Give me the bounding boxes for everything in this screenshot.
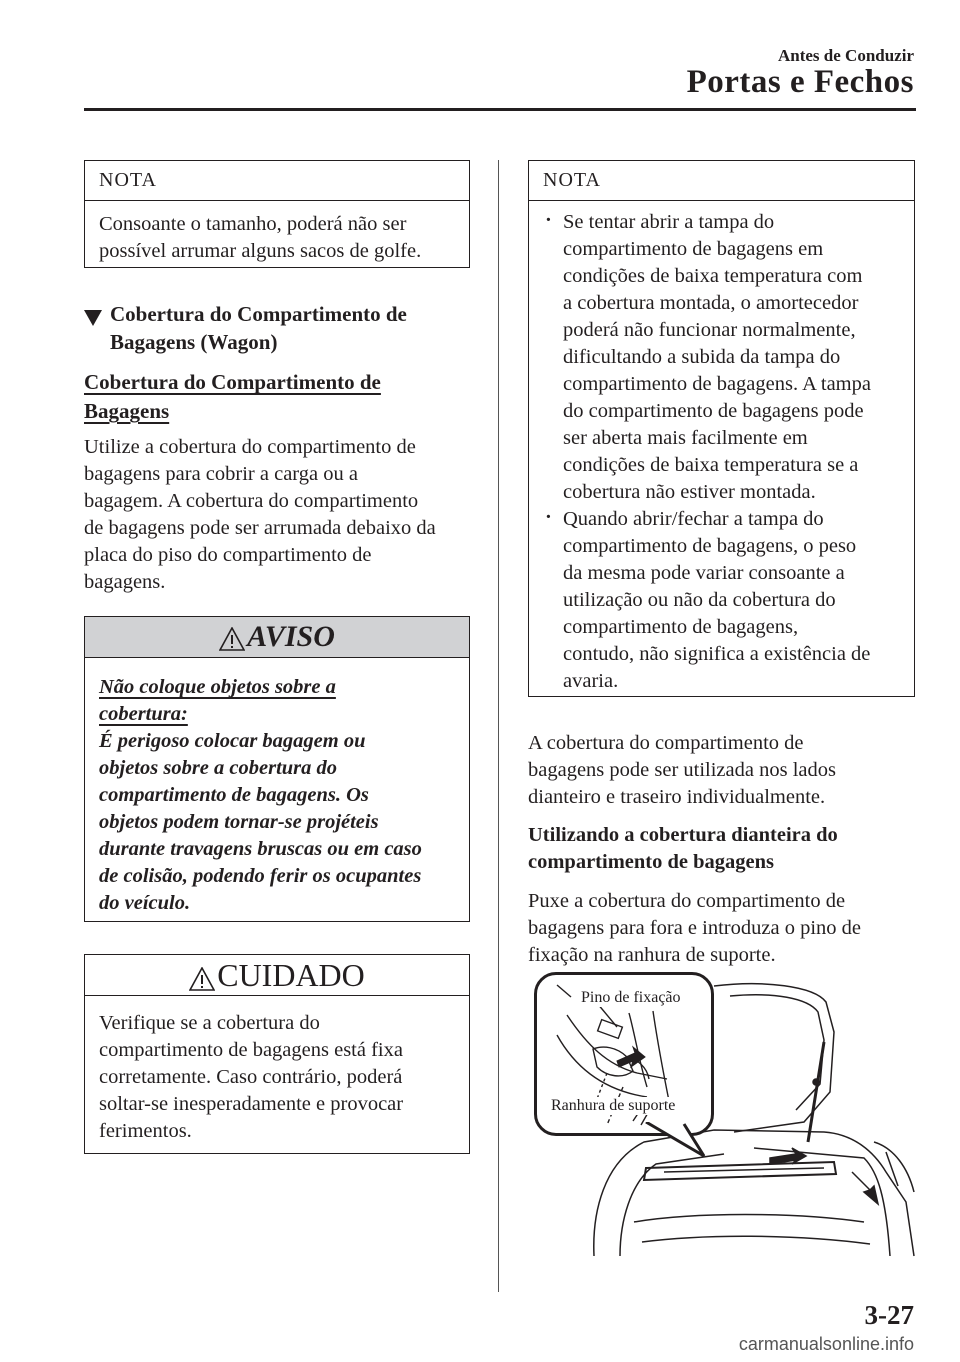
body-line: Utilize a cobertura do compartimento de — [84, 436, 416, 458]
watermark: carmanualsonline.info — [738, 1334, 914, 1354]
nota-box-2 — [528, 160, 915, 697]
bullet-line: poderá não funcionar normalmente, — [563, 319, 856, 341]
bullet-line: a cobertura montada, o amortecedor — [563, 292, 859, 314]
subheading-line: Bagagens — [84, 399, 170, 423]
aviso-line: compartimento de bagagens. Os — [99, 784, 369, 806]
aviso-line: do veículo. — [99, 892, 191, 914]
bullet-line: do compartimento de bagagens pode — [563, 400, 864, 422]
body-line: bagagens. — [84, 571, 166, 593]
subheading-line: Cobertura do Compartimento de — [84, 370, 381, 394]
cuidado-body — [85, 996, 469, 1157]
body-line: Puxe a cobertura do compartimento de — [528, 890, 846, 912]
bullet-line: ser aberta mais facilmente em — [563, 427, 808, 449]
body-line: bagagem. A cobertura do compartimento — [84, 490, 419, 512]
bullet-line: compartimento de bagagens, o peso — [563, 535, 857, 557]
chapter-title: Portas e Fechos — [686, 64, 914, 100]
header-rule — [84, 108, 916, 111]
bullet-line: compartimento de bagagens, — [563, 616, 799, 638]
nota-bullet — [537, 209, 900, 506]
bullet-line: condições de baixa temperatura com — [563, 265, 863, 287]
section-heading — [84, 300, 484, 356]
bullet-line: cobertura não estiver montada. — [563, 481, 816, 503]
nota-line: Consoante o tamanho, poderá não ser — [99, 213, 407, 235]
aviso-line: É perigoso colocar bagagem ou — [99, 730, 366, 752]
body-line: placa do piso do compartimento de — [84, 544, 372, 566]
aviso-line: durante travagens bruscas ou em caso — [99, 838, 422, 860]
aviso-title-line: Não coloque objetos sobre a — [99, 676, 336, 698]
section-title-line: Bagagens (Wagon) — [110, 330, 278, 354]
cuidado-line: corretamente. Caso contrário, poderá — [99, 1066, 403, 1088]
bullet-line: compartimento de bagagens em — [563, 238, 824, 260]
aviso-line: de colisão, podendo ferir os ocupantes — [99, 865, 422, 887]
aviso-line: objetos podem tornar-se projéteis — [99, 811, 379, 833]
body-line: A cobertura do compartimento de — [528, 732, 804, 754]
nota-heading: NOTA — [85, 161, 469, 201]
body-line: bagagens pode ser utilizada nos lados — [528, 759, 836, 781]
bullet-line: da mesma pode variar consoante a — [563, 562, 845, 584]
usage-paragraph — [528, 730, 928, 811]
cuidado-heading: CUIDADO — [217, 957, 365, 993]
bullet-line: compartimento de bagagens. A tampa — [563, 373, 871, 395]
cuidado-line: compartimento de bagagens está fixa — [99, 1039, 403, 1061]
triangle-down-icon — [84, 310, 102, 326]
instruction-paragraph — [528, 888, 928, 969]
aviso-body — [85, 658, 469, 929]
body-line: bagagens para fora e introduza o pino de — [528, 917, 861, 939]
section-label: Antes de Conduzir — [777, 46, 914, 65]
bullet-line: avaria. — [563, 670, 619, 692]
intro-paragraph — [84, 434, 484, 596]
bullet-line: · Quando abrir/fechar a tampa do — [563, 508, 824, 530]
bullet-line: condições de baixa temperatura se a — [563, 454, 859, 476]
section-title-line: Cobertura do Compartimento de — [110, 302, 407, 326]
bullet-line: utilização ou não da cobertura do — [563, 589, 836, 611]
cuidado-header — [85, 955, 469, 996]
subheading-cover — [84, 368, 484, 426]
nota-line: possível arrumar alguns sacos de golfe. — [99, 240, 422, 262]
subheading-front-cover — [528, 822, 928, 876]
warning-triangle-icon — [219, 627, 245, 651]
cuidado-box — [84, 954, 470, 1154]
body-line: bagagens para cobrir a carga ou a — [84, 463, 358, 485]
nota-bullet — [537, 506, 900, 695]
warning-triangle-icon — [189, 967, 215, 991]
aviso-box — [84, 616, 470, 922]
bullet-line: contudo, não significa a existência de — [563, 643, 871, 665]
aviso-line: objetos sobre a cobertura do — [99, 757, 338, 779]
cuidado-line: Verifique se a cobertura do — [99, 1012, 320, 1034]
cuidado-line: soltar-se inesperadamente e provocar — [99, 1093, 404, 1115]
nota-box-1 — [84, 160, 470, 268]
bullet-line: dificultando a subida da tampa do — [563, 346, 841, 368]
aviso-title-line: cobertura: — [99, 703, 188, 725]
subheading-line: compartimento de bagagens — [528, 851, 774, 873]
body-line: fixação na ranhura de suporte. — [528, 944, 776, 966]
subheading-line: Utilizando a cobertura dianteira do — [528, 824, 838, 846]
label-support-slot: Ranhura de suporte — [551, 1097, 676, 1114]
aviso-heading: AVISO — [247, 620, 335, 653]
body-line: dianteiro e traseiro individualmente. — [528, 786, 826, 808]
callout-pointer — [644, 1122, 724, 1162]
nota-body — [85, 201, 469, 277]
aviso-header — [85, 617, 469, 658]
body-line: de bagagens pode ser arrumada debaixo da — [84, 517, 436, 539]
label-fixing-pin: Pino de fixação — [581, 989, 681, 1006]
page-number: 3-27 — [864, 1300, 914, 1330]
cuidado-line: ferimentos. — [99, 1120, 192, 1142]
bullet-line: · Se tentar abrir a tampa do — [563, 211, 775, 233]
nota-body — [529, 201, 914, 707]
column-divider — [498, 160, 499, 1292]
detail-callout-bubble — [534, 972, 714, 1136]
nota-heading: NOTA — [529, 161, 914, 201]
cargo-cover-illustration — [534, 972, 916, 1258]
nota-bullet-list — [537, 209, 900, 695]
